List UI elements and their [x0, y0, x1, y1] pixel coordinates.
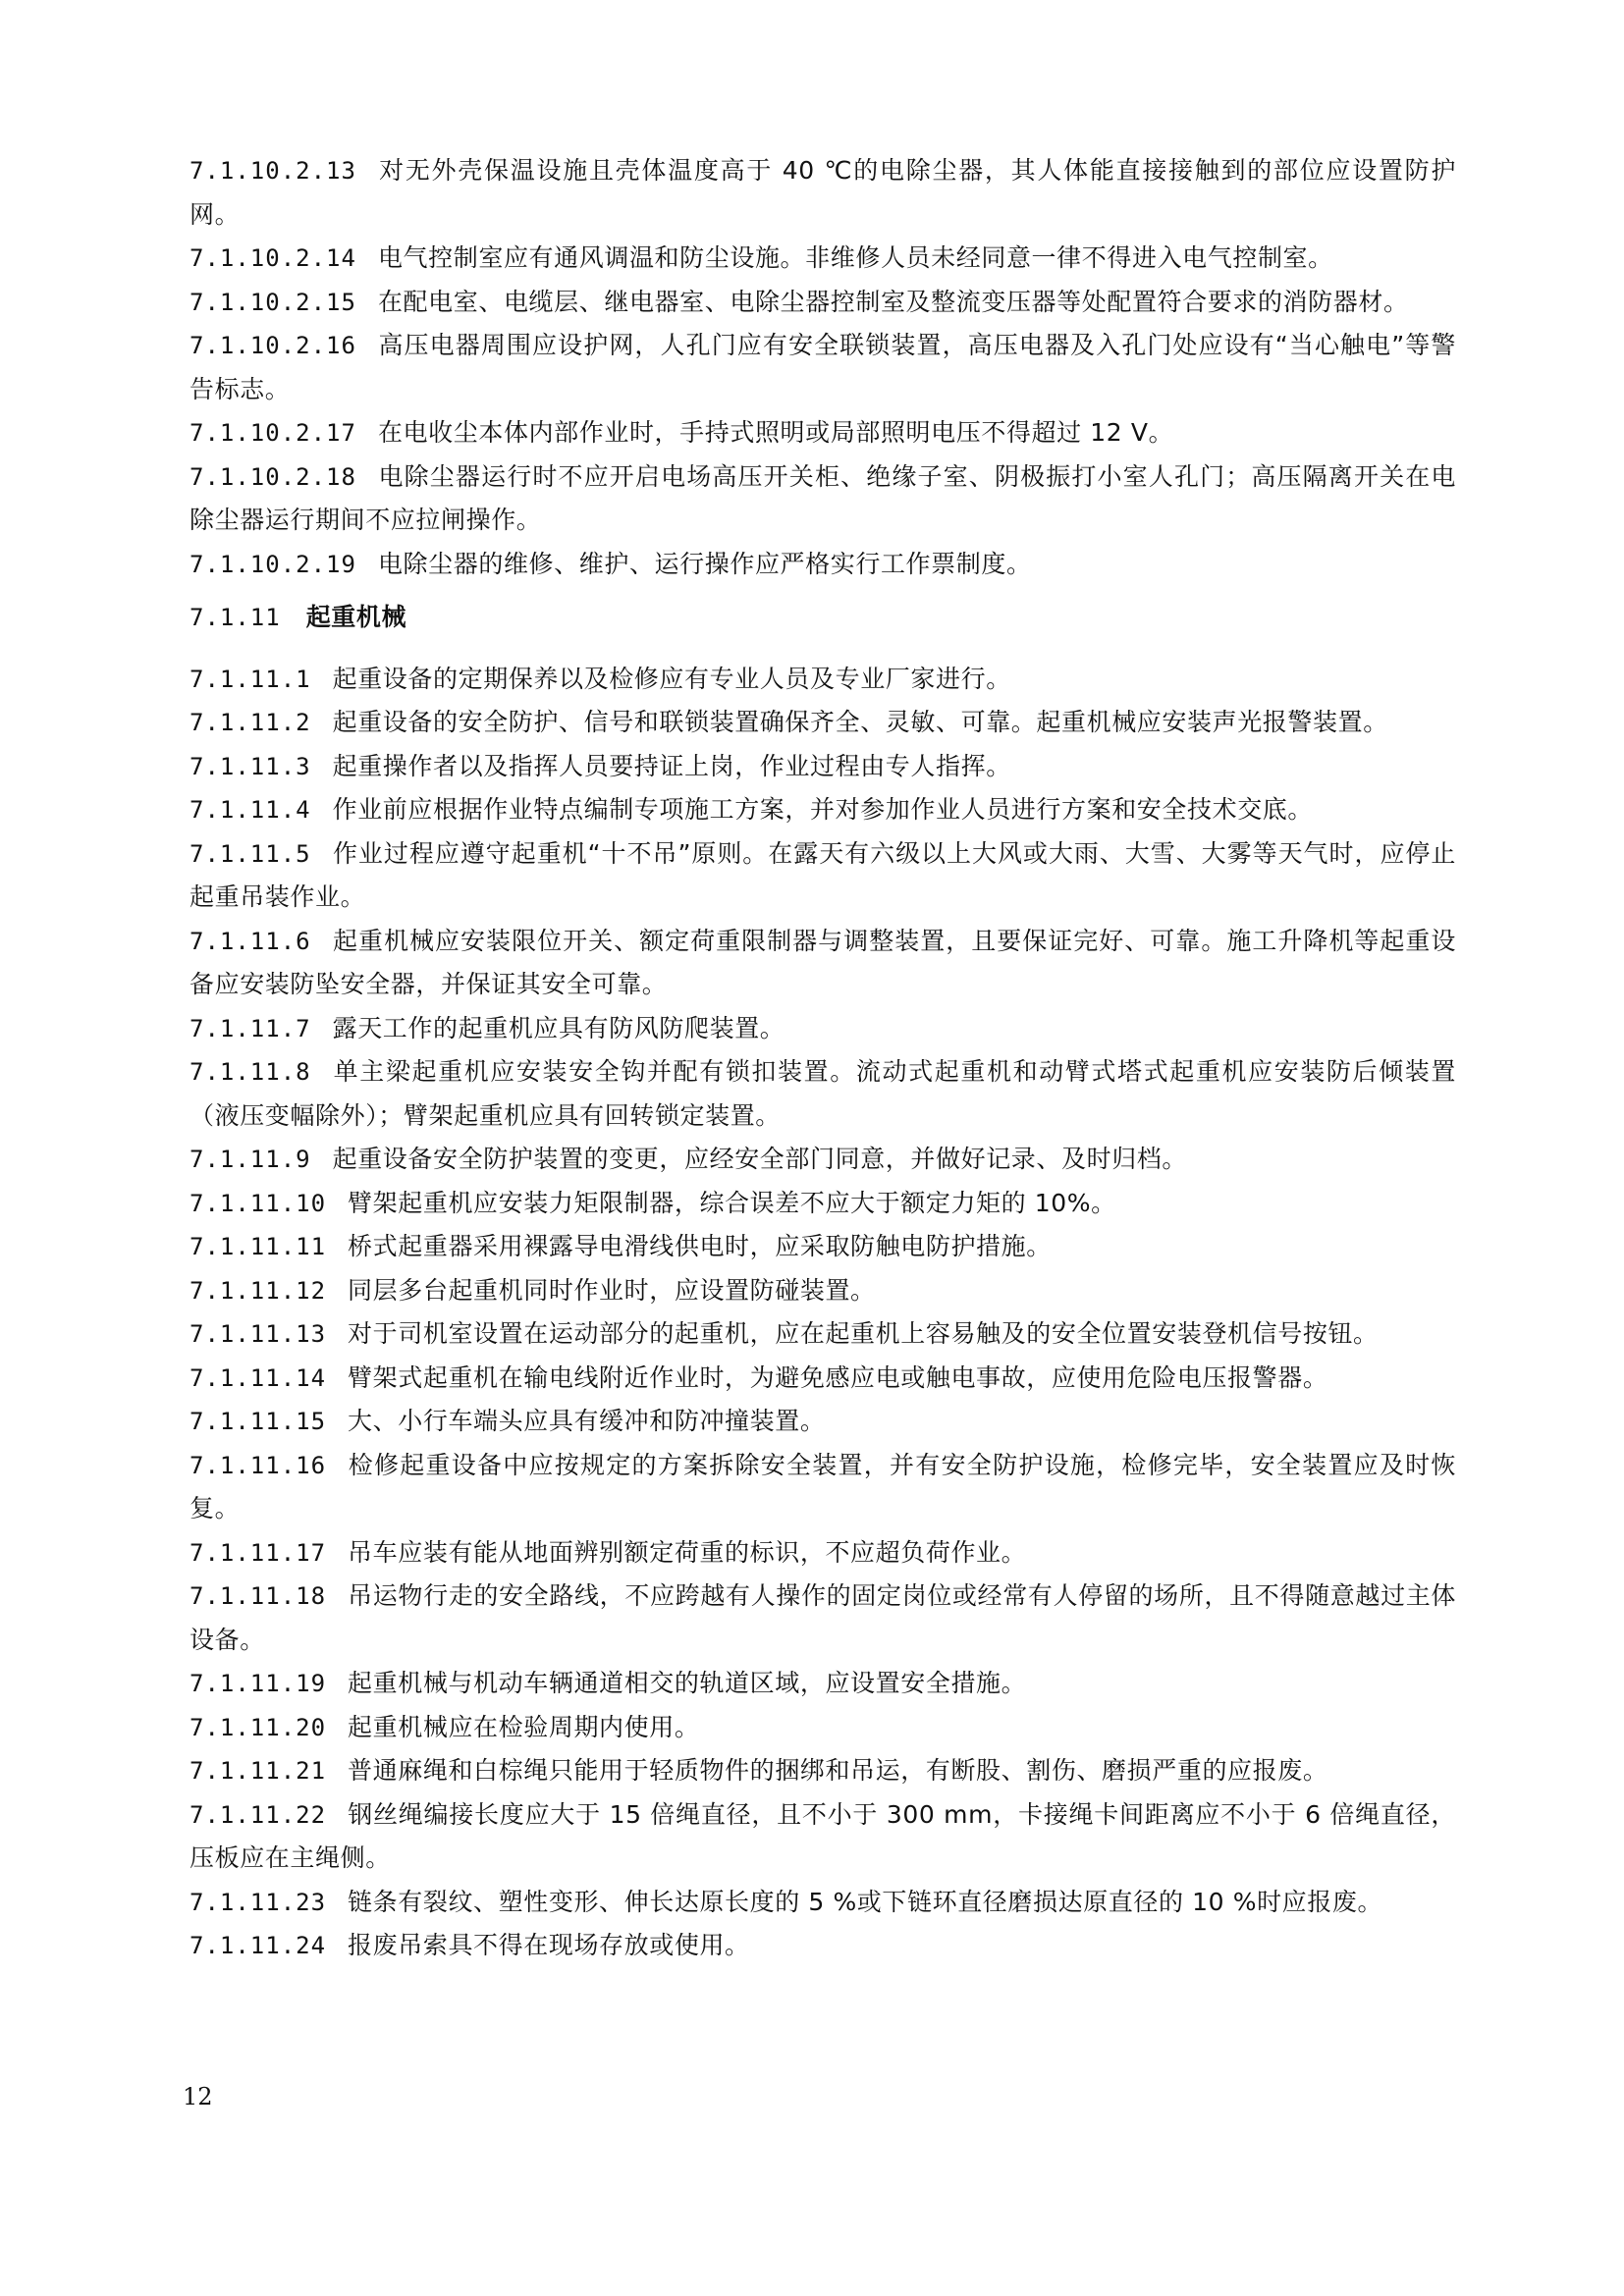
clause	[189, 149, 1456, 237]
section-heading	[189, 596, 1456, 640]
clause	[189, 701, 1456, 745]
clause-number: 7.1.10.2.17	[189, 419, 356, 447]
clause-number: 7.1.11.18	[189, 1582, 327, 1610]
clause-text: 对无外壳保温设施且壳体温度高于 40 ℃的电除尘器，其人体能直接接触到的部位应设置防护网。	[189, 156, 1456, 229]
clause	[189, 543, 1456, 587]
clause	[189, 1706, 1456, 1750]
clause-list-7-1-10-2	[189, 149, 1456, 586]
clause	[189, 1881, 1456, 1925]
clause	[189, 1662, 1456, 1706]
section-heading-number: 7.1.11	[189, 604, 281, 631]
clause-text: 检修起重设备中应按规定的方案拆除安全装置，并有安全防护设施，检修完毕，安全装置应及时恢复。	[189, 1450, 1456, 1522]
clause	[189, 281, 1456, 325]
clause-text: 普通麻绳和白棕绳只能用于轻质物件的捆绑和吊运，有断股、割伤、磨损严重的应报废。	[348, 1756, 1328, 1785]
clause-number: 7.1.11.6	[189, 927, 311, 955]
clause	[189, 1138, 1456, 1182]
clause-text: 起重机械与机动车辆通道相交的轨道区域，应设置安全措施。	[348, 1669, 1027, 1697]
clause	[189, 1007, 1456, 1051]
clause	[189, 745, 1456, 789]
clause	[189, 788, 1456, 832]
clause	[189, 1225, 1456, 1269]
clause-number: 7.1.11.7	[189, 1014, 311, 1042]
clause-text: 钢丝绳编接长度应大于 15 倍绳直径，且不小于 300 mm，卡接绳卡间距离应不小于 6 倍绳直径，压板应在主绳侧。	[189, 1799, 1456, 1872]
clause-number: 7.1.11.3	[189, 752, 311, 780]
clause-number: 7.1.11.22	[189, 1800, 327, 1829]
section-heading-title: 起重机械	[305, 603, 407, 631]
clause-text: 桥式起重器采用裸露导电滑线供电时，应采取防触电防护措施。	[348, 1232, 1052, 1260]
clause-number: 7.1.11.8	[189, 1058, 311, 1086]
clause-number: 7.1.11.20	[189, 1713, 327, 1741]
clause-number: 7.1.11.13	[189, 1320, 327, 1348]
clause	[189, 324, 1456, 411]
clause-number: 7.1.11.23	[189, 1888, 327, 1916]
clause	[189, 658, 1456, 702]
clause-number: 7.1.11.16	[189, 1451, 327, 1479]
clause-text: 大、小行车端头应具有缓冲和防冲撞装置。	[348, 1407, 826, 1435]
clause-number: 7.1.11.12	[189, 1276, 327, 1305]
clause-text: 作业前应根据作业特点编制专项施工方案，并对参加作业人员进行方案和安全技术交底。	[332, 795, 1313, 824]
clause-text: 起重设备安全防护装置的变更，应经安全部门同意，并做好记录、及时归档。	[332, 1145, 1187, 1173]
clause	[189, 1531, 1456, 1575]
clause	[189, 237, 1456, 281]
clause-text: 在电收尘本体内部作业时，手持式照明或局部照明电压不得超过 12 V。	[377, 418, 1174, 447]
clause	[189, 1793, 1456, 1881]
clause	[189, 832, 1456, 920]
clause-text: 吊车应装有能从地面辨别额定荷重的标识，不应超负荷作业。	[348, 1537, 1027, 1567]
clause-text: 对于司机室设置在运动部分的起重机，应在起重机上容易触及的安全位置安装登机信号按钮。	[348, 1319, 1379, 1348]
clause-text: 链条有裂纹、塑性变形、伸长达原长度的 5 %或下链环直径磨损达原直径的 10 %时应报废。	[348, 1887, 1383, 1916]
clause-number: 7.1.11.4	[189, 796, 311, 824]
clause-number: 7.1.11.19	[189, 1670, 327, 1697]
clause-text: 作业过程应遵守起重机“十不吊”原则。在露天有六级以上大风或大雨、大雪、大雾等天气时，应停止起重吊装作业。	[189, 838, 1456, 911]
clause-number: 7.1.11.15	[189, 1408, 327, 1435]
clause-number: 7.1.10.2.16	[189, 332, 356, 359]
clause-number: 7.1.11.10	[189, 1189, 327, 1217]
document-body	[189, 149, 1456, 1968]
clause-number: 7.1.10.2.13	[189, 157, 356, 185]
clause-text: 电气控制室应有通风调温和防尘设施。非维修人员未经同意一律不得进入电气控制室。	[377, 243, 1333, 272]
clause-number: 7.1.10.2.15	[189, 288, 356, 316]
clause-text: 高压电器周围应设护网，人孔门应有安全联锁装置，高压电器及入孔门处应设有“当心触电”等警告标志。	[189, 331, 1456, 403]
clause	[189, 1050, 1456, 1138]
clause-text: 起重设备的定期保养以及检修应有专业人员及专业厂家进行。	[332, 664, 1011, 693]
clause	[189, 1400, 1456, 1444]
clause-text: 起重机械应安装限位开关、额定荷重限制器与调整装置，且要保证完好、可靠。施工升降机等起重设备应安装防坠安全器，并保证其安全可靠。	[189, 926, 1456, 998]
clause-number: 7.1.11.14	[189, 1363, 327, 1392]
clause-text: 臂架式起重机在输电线附近作业时，为避免感应电或触电事故，应使用危险电压报警器。	[348, 1362, 1328, 1392]
clause-number: 7.1.10.2.14	[189, 244, 356, 272]
clause-text: 臂架起重机应安装力矩限制器，综合误差不应大于额定力矩的 10%。	[348, 1188, 1116, 1217]
clause	[189, 1924, 1456, 1968]
clause-number: 7.1.11.9	[189, 1146, 311, 1173]
clause	[189, 1269, 1456, 1313]
clause	[189, 1357, 1456, 1401]
clause	[189, 1749, 1456, 1793]
clause-text: 吊运物行走的安全路线，不应跨越有人操作的固定岗位或经常有人停留的场所，且不得随意越过主体设备。	[189, 1581, 1456, 1654]
clause	[189, 920, 1456, 1007]
clause-number: 7.1.11.24	[189, 1932, 327, 1959]
clause-text: 起重设备的安全防护、信号和联锁装置确保齐全、灵敏、可靠。起重机械应安装声光报警装置。	[332, 708, 1388, 736]
clause-number: 7.1.11.5	[189, 839, 311, 868]
clause-text: 电除尘器的维修、维护、运行操作应严格实行工作票制度。	[377, 549, 1032, 578]
clause-number: 7.1.11.17	[189, 1538, 327, 1567]
clause-text: 电除尘器运行时不应开启电场高压开关柜、绝缘子室、阴极振打小室人孔门；高压隔离开关在电除尘器运行期间不应拉闸操作。	[189, 461, 1456, 534]
clause	[189, 1444, 1456, 1531]
clause-number: 7.1.11.11	[189, 1233, 327, 1260]
clause-number: 7.1.11.21	[189, 1757, 327, 1785]
clause	[189, 1312, 1456, 1357]
clause-text: 单主梁起重机应安装安全钩并配有锁扣装置。流动式起重机和动臂式塔式起重机应安装防后倾装置（液压变幅除外）；臂架起重机应具有回转锁定装置。	[189, 1057, 1456, 1130]
clause-number: 7.1.10.2.18	[189, 462, 356, 491]
clause-text: 在配电室、电缆层、继电器室、电除尘器控制室及整流变压器等处配置符合要求的消防器材。	[377, 287, 1409, 316]
clause-text: 同层多台起重机同时作业时，应设置防碰装置。	[348, 1275, 876, 1305]
clause-number: 7.1.11.2	[189, 709, 311, 736]
clause-text: 露天工作的起重机应具有防风防爬装置。	[332, 1013, 785, 1042]
clause-number: 7.1.11.1	[189, 665, 311, 693]
clause	[189, 1575, 1456, 1662]
clause	[189, 411, 1456, 455]
clause-text: 报废吊索具不得在现场存放或使用。	[348, 1931, 750, 1959]
clause-text: 起重机械应在检验周期内使用。	[348, 1712, 700, 1741]
clause-text: 起重操作者以及指挥人员要持证上岗，作业过程由专人指挥。	[332, 751, 1011, 780]
page-number: 12	[183, 2083, 213, 2110]
clause-number: 7.1.10.2.19	[189, 550, 356, 578]
clause	[189, 455, 1456, 543]
clause-list-7-1-11	[189, 658, 1456, 1968]
clause	[189, 1182, 1456, 1226]
